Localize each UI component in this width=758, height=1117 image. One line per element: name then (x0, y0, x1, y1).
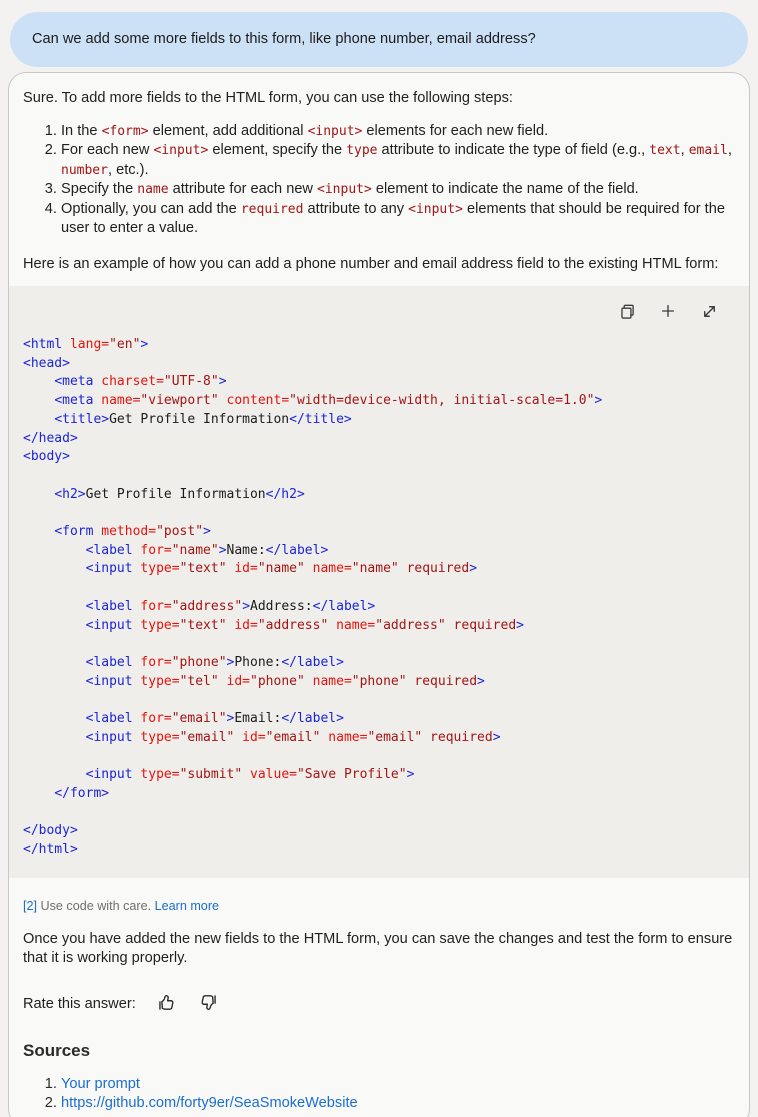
learn-more-link[interactable]: Learn more (154, 898, 220, 913)
inline-code: number (61, 162, 108, 178)
user-message-text: Can we add some more fields to this form, like phone number, email address? (32, 31, 536, 47)
code-line: <label for="phone">Phone:</label> (85, 654, 344, 670)
code-line: <h2>Get Profile Information</h2> (54, 486, 305, 502)
thumbs-up-button[interactable] (156, 993, 178, 1015)
inline-code: required (240, 201, 304, 217)
rate-row (23, 993, 735, 1015)
thumbs-up-icon (156, 992, 177, 1016)
inline-code: text (649, 143, 681, 158)
inline-code: email (688, 143, 728, 158)
code-line (23, 579, 735, 598)
sources-heading: Sources (23, 1040, 91, 1060)
code-line: <title>Get Profile Information</title> (54, 411, 352, 427)
code-line: <label for="name">Name:</label> (85, 542, 329, 558)
expand-code-button[interactable] (699, 301, 719, 321)
code-line: <html lang="en"> (23, 337, 149, 352)
expand-icon (700, 302, 719, 321)
intro-paragraph: Sure. To add more fields to the HTML form, you can use the following steps: (23, 90, 513, 106)
code-line: <input type="text" id="name" name="name" required> (85, 561, 478, 577)
user-message-bubble (10, 12, 748, 67)
code-toolbar (23, 300, 735, 322)
plus-icon (659, 302, 677, 320)
assistant-response-card (8, 72, 750, 1117)
rate-label: Rate this answer: (23, 995, 136, 1012)
step-item: 4. Optionally, you can add the required attribute to any <input> elements that should be required for the user to enter a value. (61, 200, 735, 239)
code-line: <input type="email" id="email" name="email" required> (85, 729, 501, 745)
copy-icon (618, 302, 637, 321)
code-line: <form method="post"> (54, 524, 211, 540)
code-line (23, 691, 735, 710)
source-link[interactable]: https://github.com/forty9er/SeaSmokeWebsite (61, 1095, 358, 1112)
add-code-button[interactable] (658, 301, 678, 321)
source-item (61, 1094, 735, 1114)
example-intro-paragraph: Here is an example of how you can add a phone number and email address field to the existing HTML form: (23, 255, 719, 272)
code-line (23, 467, 735, 486)
code-line: <label for="address">Address:</label> (85, 598, 376, 614)
code-line: </html> (23, 841, 78, 857)
code-line: <label for="email">Email:</label> (85, 711, 344, 727)
code-line: </head> (23, 430, 78, 446)
source-item (61, 1075, 735, 1095)
thumbs-down-icon (198, 992, 219, 1016)
code-line (23, 804, 735, 823)
code-line: <meta charset="UTF-8"> (54, 374, 227, 390)
code-line: <head> (23, 355, 70, 371)
code-line (23, 635, 735, 654)
inline-code: <input> (317, 182, 372, 197)
copy-code-button[interactable] (617, 301, 637, 321)
code-block (9, 286, 749, 878)
inline-code: <input> (153, 143, 209, 158)
inline-code: <form> (101, 123, 149, 139)
thumbs-down-button[interactable] (198, 993, 220, 1015)
inline-code: <input> (408, 201, 463, 217)
code-line: <meta name="viewport" content="width=device-width, initial-scale=1.0"> (54, 393, 603, 409)
inline-code: name (137, 182, 169, 197)
step-item: 2. For each new <input> element, specify the type attribute to indicate the type of field (e.g., text, email, number, etc.). (61, 141, 735, 180)
sources-list (9, 1075, 735, 1114)
code-content (23, 336, 735, 860)
code-line: <input type="tel" id="phone" name="phone" required> (85, 673, 485, 689)
steps-list (9, 122, 735, 239)
code-line: </form> (54, 785, 110, 801)
code-care-note (23, 898, 735, 914)
citation-ref[interactable]: [2] (23, 898, 38, 913)
outro-paragraph: Once you have added the new fields to the HTML form, you can save the changes and test the form to ensure that it is working properly. (23, 930, 733, 967)
code-line: </body> (23, 823, 78, 839)
code-line: <input type="submit" value="Save Profile"> (85, 767, 415, 783)
inline-code: <input> (307, 123, 363, 139)
care-text: Use code with care. (37, 898, 155, 913)
step-item: 1. In the <form> element, add additional <input> elements for each new field. (61, 122, 735, 142)
code-line (23, 504, 735, 523)
inline-code: type (346, 143, 378, 158)
source-link[interactable]: Your prompt (61, 1075, 140, 1092)
code-line (23, 747, 735, 766)
code-line: <input type="text" id="address" name="address" required> (85, 617, 524, 633)
code-line: <body> (23, 449, 70, 465)
step-item: 3. Specify the name attribute for each new <input> element to indicate the name of the field. (61, 180, 735, 200)
